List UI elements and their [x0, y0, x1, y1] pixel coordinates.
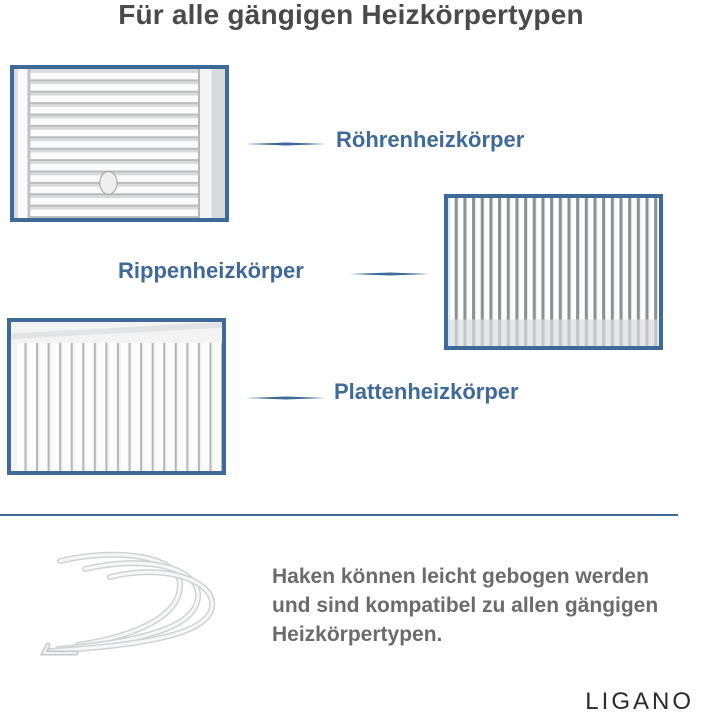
brand-logo: LIGANO — [585, 688, 694, 715]
connector-line-platten — [246, 390, 326, 400]
connector-line-roehren — [246, 136, 326, 146]
panel-radiator-photo — [7, 318, 226, 475]
panel-radiator-image — [11, 322, 222, 471]
label-rippenheizkoerper: Rippenheizkörper — [118, 258, 304, 283]
ribbed-radiator-photo — [444, 194, 663, 350]
hooks-description: Haken können leicht gebogen werden und sind kompatibel zu allen gängigen Heizkörpertypen. — [272, 565, 659, 646]
label-plattenheizkoerper: Plattenheizkörper — [334, 379, 519, 404]
page-title: Für alle gängigen Heizkörpertypen — [118, 0, 584, 30]
label-roehrenheizkoerper: Röhrenheizkörper — [336, 127, 525, 152]
ribbed-radiator-image — [448, 198, 659, 346]
section-divider — [0, 514, 678, 516]
connector-line-rippen — [350, 266, 430, 276]
tube-radiator-image — [14, 69, 225, 218]
bent-hooks-illustration — [30, 545, 230, 665]
tube-radiator-photo — [10, 65, 229, 222]
